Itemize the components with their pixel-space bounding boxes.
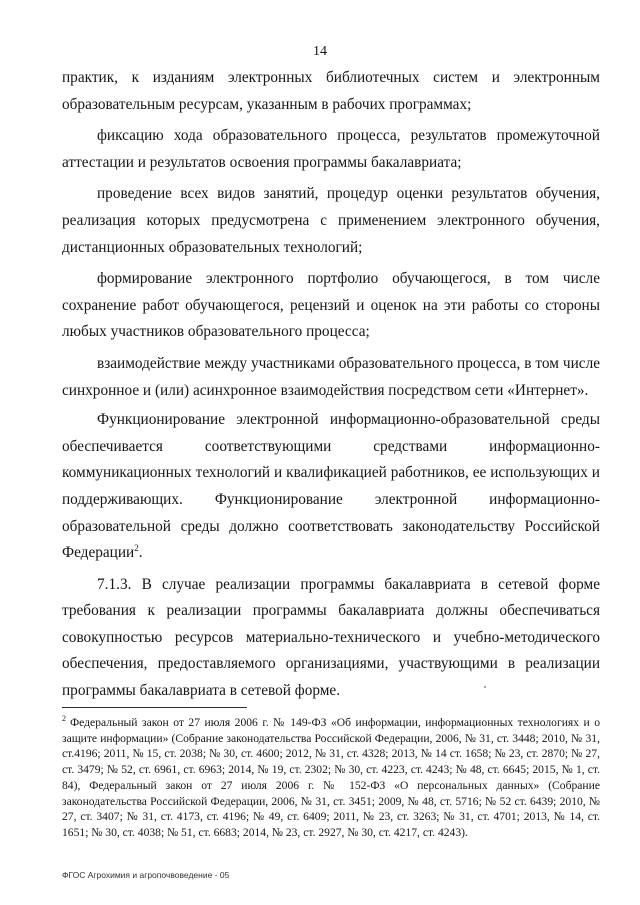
paragraph-electronic-access: практик, к изданиям электронных библиотечных систем и электронным образовательным ресурсам, указанным в рабочих программах; [62,69,600,113]
paragraph-portfolio: формирование электронного портфолио обучающегося, в том числе сохранение работ обучающегося, рецензий и оценок на эти работы со стороны любых участников образовательного процесса; [62,270,600,341]
footnote [62,715,600,841]
footnote-reference[interactable]: 2 [134,543,139,553]
footnote-text: Федеральный закон от 27 июля 2006 г. № 149-ФЗ «Об информации, информационных технологиях и о защите информации» (Собрание законодательства Российской Федерации, 2006, № 31, ст. 3448; 2010, № 31, ст.4196; 2011, № 15, ст. 2038; № 30, ст. 4600; 2012, № 31, ст. 4328; 2013, № 14 ст. 1658; № 23, ст. 2870; № 27, ст. 3479; № 52, ст. 6961, ст. 6963; 2014, № 19, ст. 2302; № 30, ст. 4223, ст. 4243; № 48, ст. 6645; 2015, № 1, ст. 84), Федеральный закон от 27 июля 2006 г. № 152-ФЗ «О персональных данных» (Собрание законодательства Российской Федерации, 2006, № 31, ст. 3451; 2009, № 48, ст. 5716; № 52 ст. 6439; 2010, № 27, ст. 3407; № 31, ст. 4173, ст. 4196; № 49, ст. 6409; 2011, № 23, ст. 3263; № 31, ст. 4701; 2013, № 14, ст. 1651; № 30, ст. 4038; № 51, ст. 6683; 2014, № 23, ст. 2927, № 30, ст. 4217, ст. 4243). [62,716,600,839]
document-footer: ФГОС Агрохимия и агропочвоведение - 05 [62,870,230,880]
paragraph-functioning-end: . [138,544,143,562]
paragraph-functioning-text: Функционирование электронной информационно-образовательной среды обеспечивается соответствующими средствами информационно-коммуникационных технологий и квалификацией работников, ее использующих и поддерживающих. Функционирование электронной информационно-образовательной среды должно соответствовать законодательству Российской Федерации [62,411,600,562]
paragraph-functioning [62,407,600,567]
footnote-marker: 2 [62,714,66,724]
footnote-divider [62,707,247,708]
paragraph-interaction: взаимодействие между участниками образовательного процесса, в том числе синхронное и (или) асинхронное взаимодействия посредством сети «Интернет». [62,354,600,399]
paragraph-process-tracking: фиксацию хода образовательного процесса, результатов промежуточной аттестации и результатов освоения программы бакалавриата; [62,127,600,171]
scan-speck [484,686,486,688]
paragraph-network-form: 7.1.3. В случае реализации программы бакалавриата в сетевой форме требования к реализации программы бакалавриата должны обеспечиваться совокупностью ресурсов материально-технического и учебно-методического обеспечения, предоставляемого организациями, участвующими в реализации программы бакалавриата в сетевой форме. [62,575,600,700]
body-text [62,65,600,710]
paragraph-all-activities: проведение всех видов занятий, процедур оценки результатов обучения, реализация которых предусмотрена с применением электронного обучения, дистанционных образовательных технологий; [62,185,600,256]
page-number: 14 [313,44,327,59]
